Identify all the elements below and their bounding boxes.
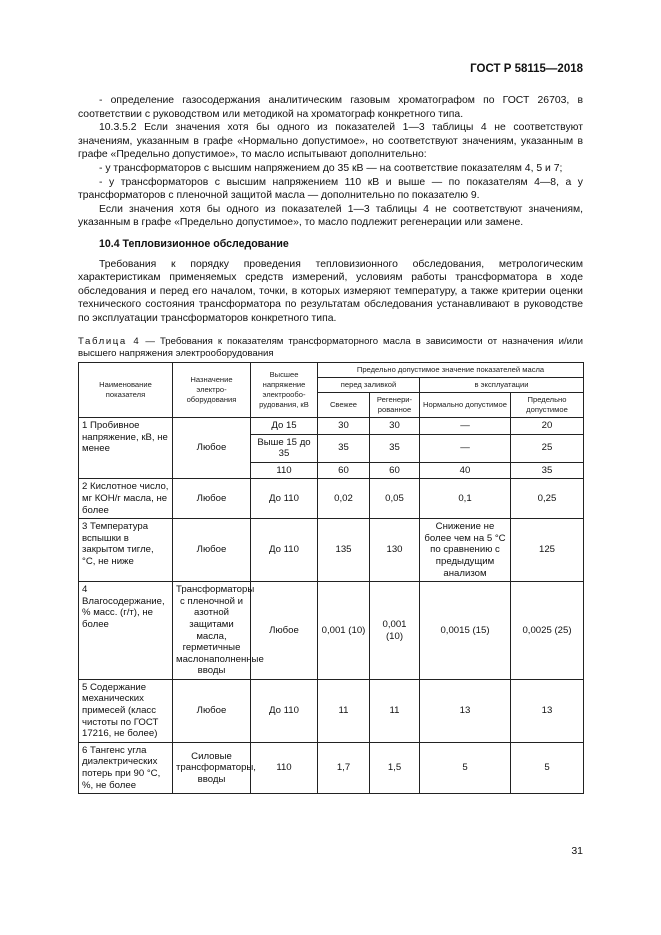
header-before-fill: перед заливкой <box>318 378 420 393</box>
cell-purpose: Любое <box>173 679 251 742</box>
table-row <box>79 519 584 582</box>
header-fresh: Свежее <box>318 393 370 418</box>
page-number: 31 <box>571 845 583 857</box>
table-caption-label: Таблица 4 <box>78 336 141 347</box>
paragraph: Требования к порядку проведения тепловизионного обследования, метрологическим характеристикам применяемых средств измерений, условиям работы трансформатора в ходе обследования и перед его началом, точки, в которых измеряют температуру, а также критерии оценки технического состояния трансформатора по результатам обследования устанавливают в руководстве по эксплуатации трансформаторов конкретного типа. <box>78 258 583 324</box>
cell-normal: 40 <box>420 462 511 479</box>
cell-name: 6 Тангенс угла диэлектрических потерь при 90 °С, %, не более <box>79 742 173 793</box>
cell-normal: Снижение не более чем на 5 °С по сравнению с предыдущим анализом <box>420 519 511 582</box>
cell-purpose: Любое <box>173 479 251 519</box>
cell-name: 2 Кислотное число, мг КОН/г масла, не более <box>79 479 173 519</box>
cell-fresh: 60 <box>318 462 370 479</box>
document-id-header: ГОСТ Р 58115—2018 <box>470 63 583 75</box>
cell-regen: 30 <box>370 418 420 435</box>
cell-name: 3 Температура вспышки в закрытом тигле, °С, не ниже <box>79 519 173 582</box>
cell-limit: 13 <box>511 679 584 742</box>
header-purpose: Назначение электро-оборудования <box>173 363 251 418</box>
cell-purpose: Трансформаторы с пленочной и азотной защитами масла, герметичные маслонаполненные вводы <box>173 582 251 680</box>
cell-voltage: До 110 <box>251 479 318 519</box>
table-row <box>79 418 584 435</box>
cell-voltage: Любое <box>251 582 318 680</box>
header-normal: Нормально допустимое <box>420 393 511 418</box>
cell-limit: 5 <box>511 742 584 793</box>
cell-normal: — <box>420 418 511 435</box>
cell-limit: 35 <box>511 462 584 479</box>
cell-normal: — <box>420 434 511 462</box>
cell-name: 4 Влагосодержание, % масс. (г/т), не более <box>79 582 173 680</box>
header-in-service: в эксплуатации <box>420 378 584 393</box>
cell-fresh: 11 <box>318 679 370 742</box>
table-caption <box>78 336 583 360</box>
section-title: 10.4 Тепловизионное обследование <box>99 237 289 250</box>
cell-voltage: До 110 <box>251 519 318 582</box>
table-row <box>79 479 584 519</box>
cell-fresh: 35 <box>318 434 370 462</box>
cell-regen: 0,001 (10) <box>370 582 420 680</box>
cell-limit: 125 <box>511 519 584 582</box>
cell-normal: 5 <box>420 742 511 793</box>
cell-limit: 0,0025 (25) <box>511 582 584 680</box>
header-limit-group: Предельно допустимое значение показателей масла <box>318 363 584 378</box>
cell-normal: 0,1 <box>420 479 511 519</box>
paragraph: - у трансформаторов с высшим напряжением до 35 кВ — на соответствие показателям 4, 5 и 7; <box>99 162 563 174</box>
cell-purpose: Любое <box>173 519 251 582</box>
table-row <box>79 679 584 742</box>
cell-regen: 60 <box>370 462 420 479</box>
requirements-table <box>78 362 584 794</box>
cell-voltage: До 110 <box>251 679 318 742</box>
cell-name: 5 Содержание механических примесей (класс чистоты по ГОСТ 17216, не более) <box>79 679 173 742</box>
header-limit: Предельно допустимое <box>511 393 584 418</box>
table-row <box>79 582 584 680</box>
header-regen: Регенери-рованное <box>370 393 420 418</box>
cell-fresh: 135 <box>318 519 370 582</box>
cell-regen: 11 <box>370 679 420 742</box>
cell-fresh: 30 <box>318 418 370 435</box>
cell-voltage: 110 <box>251 742 318 793</box>
cell-purpose: Силовые трансформаторы, вводы <box>173 742 251 793</box>
body-text <box>78 94 583 326</box>
paragraph: 10.3.5.2 Если значения хотя бы одного из показателей 1—3 таблицы 4 не соответствуют значениям, указанным в графе «Нормально допустимое», но соответствуют значениям, указанным в графе «Предельно допустимое», то масло испытывают дополнительно: <box>78 122 583 161</box>
cell-fresh: 0,001 (10) <box>318 582 370 680</box>
table-caption-text: — Требования к показателям трансформаторного масла в зависимости от назначения и/или высшего напряжения электрооборудования <box>78 336 583 359</box>
cell-voltage: Выше 15 до 35 <box>251 434 318 462</box>
table-header-row <box>79 363 584 378</box>
paragraph: - у трансформаторов с высшим напряжением 110 кВ и выше — по показателям 4—8, а у трансформаторов с пленочной защитой масла — дополнительно по показателю 9. <box>78 176 583 202</box>
table-row <box>79 742 584 793</box>
cell-voltage: 110 <box>251 462 318 479</box>
cell-regen: 130 <box>370 519 420 582</box>
cell-normal: 0,0015 (15) <box>420 582 511 680</box>
cell-regen: 0,05 <box>370 479 420 519</box>
header-voltage: Высшее напряжение электрообо-рудования, кВ <box>251 363 318 418</box>
cell-name: 1 Пробивное напряжение, кВ, не менее <box>79 418 173 479</box>
cell-voltage: До 15 <box>251 418 318 435</box>
cell-limit: 0,25 <box>511 479 584 519</box>
cell-fresh: 0,02 <box>318 479 370 519</box>
cell-regen: 1,5 <box>370 742 420 793</box>
paragraph: Если значения хотя бы одного из показателей 1—3 таблицы 4 не соответствуют значениям, указанным в графе «Предельно допустимое», то масло подлежит регенерации или замене. <box>78 203 583 229</box>
cell-fresh: 1,7 <box>318 742 370 793</box>
paragraph: - определение газосодержания аналитическим газовым хроматографом по ГОСТ 26703, в соответствии с руководством или методикой на хроматограф конкретного типа. <box>78 95 583 120</box>
cell-regen: 35 <box>370 434 420 462</box>
header-name: Наименование показателя <box>79 363 173 418</box>
cell-limit: 25 <box>511 434 584 462</box>
cell-limit: 20 <box>511 418 584 435</box>
cell-normal: 13 <box>420 679 511 742</box>
cell-purpose: Любое <box>173 418 251 479</box>
